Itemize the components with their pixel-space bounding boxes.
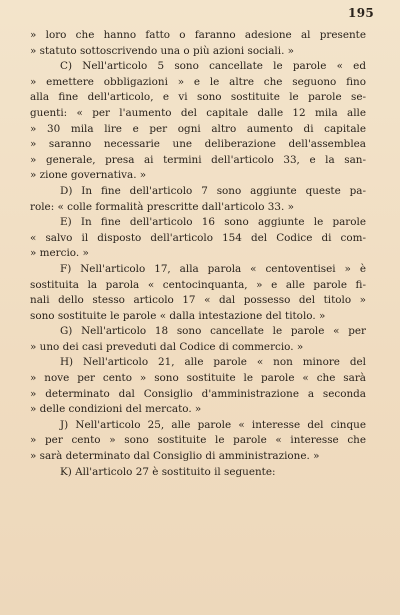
text-line: » zione governativa. » xyxy=(30,169,147,182)
text-line: role: « colle formalità prescritte dall'articolo 33. » xyxy=(30,200,294,213)
text-line: « salvo il disposto dell'articolo 154 del Codice di com- xyxy=(30,231,366,244)
text-line: » mercio. » xyxy=(30,247,89,260)
text-line: H) Nell'articolo 21, alle parole « non minore del xyxy=(60,356,366,369)
page-number: 195 xyxy=(348,6,374,20)
text-line: G) Nell'articolo 18 sono cancellate le parole « per xyxy=(60,325,366,338)
text-line: C) Nell'articolo 5 sono cancellate le parole « ed xyxy=(60,60,366,73)
text-line: » generale, presa ai termini dell'articolo 33, e la san- xyxy=(30,153,366,166)
text-line: » saranno necessarie une deliberazione dell'assemblea xyxy=(30,138,366,151)
text-line: F) Nell'articolo 17, alla parola « centoventisei » è xyxy=(60,262,366,275)
text-line: » per cento » sono sostituite le parole « interesse che xyxy=(30,434,366,447)
text-line: K) All'articolo 27 è sostituito il seguente: xyxy=(60,465,276,478)
text-line: » delle condizioni del mercato. » xyxy=(30,403,202,416)
text-line: D) In fine dell'articolo 7 sono aggiunte queste pa- xyxy=(60,184,366,197)
text-line: E) In fine dell'articolo 16 sono aggiunte le parole xyxy=(60,216,366,229)
text-line: alla fine dell'articolo, e vi sono sostituite le parole se- xyxy=(30,91,366,104)
text-line: J) Nell'articolo 25, alle parole « interesse del cinque xyxy=(60,418,366,431)
text-line: sono sostituite le parole « dalla intestazione del titolo. » xyxy=(30,309,326,322)
text-line: » determinato dal Consiglio d'amministrazione a seconda xyxy=(30,387,366,400)
text-line: » statuto sottoscrivendo una o più azioni sociali. » xyxy=(30,44,295,57)
text-line: sostituita la parola « centocinquanta, » e alle parole fi- xyxy=(30,278,366,291)
text-line: » emettere obbligazioni » e le altre che seguono fino xyxy=(30,75,366,88)
text-line: guenti: « per l'aumento del capitale dalle 12 mila alle xyxy=(30,106,366,119)
text-line: » sarà determinato dal Consiglio di amministrazione. » xyxy=(30,450,320,463)
body-text xyxy=(30,28,366,480)
text-line: » nove per cento » sono sostituite le parole « che sarà xyxy=(30,372,366,385)
text-line: nali dello stesso articolo 17 « dal possesso del titolo » xyxy=(30,294,366,307)
text-line: » 30 mila lire e per ogni altro aumento di capitale xyxy=(30,122,366,135)
text-line: » uno dei casi preveduti dal Codice di commercio. » xyxy=(30,340,304,353)
text-line: » loro che hanno fatto o faranno adesione al presente xyxy=(30,29,366,41)
